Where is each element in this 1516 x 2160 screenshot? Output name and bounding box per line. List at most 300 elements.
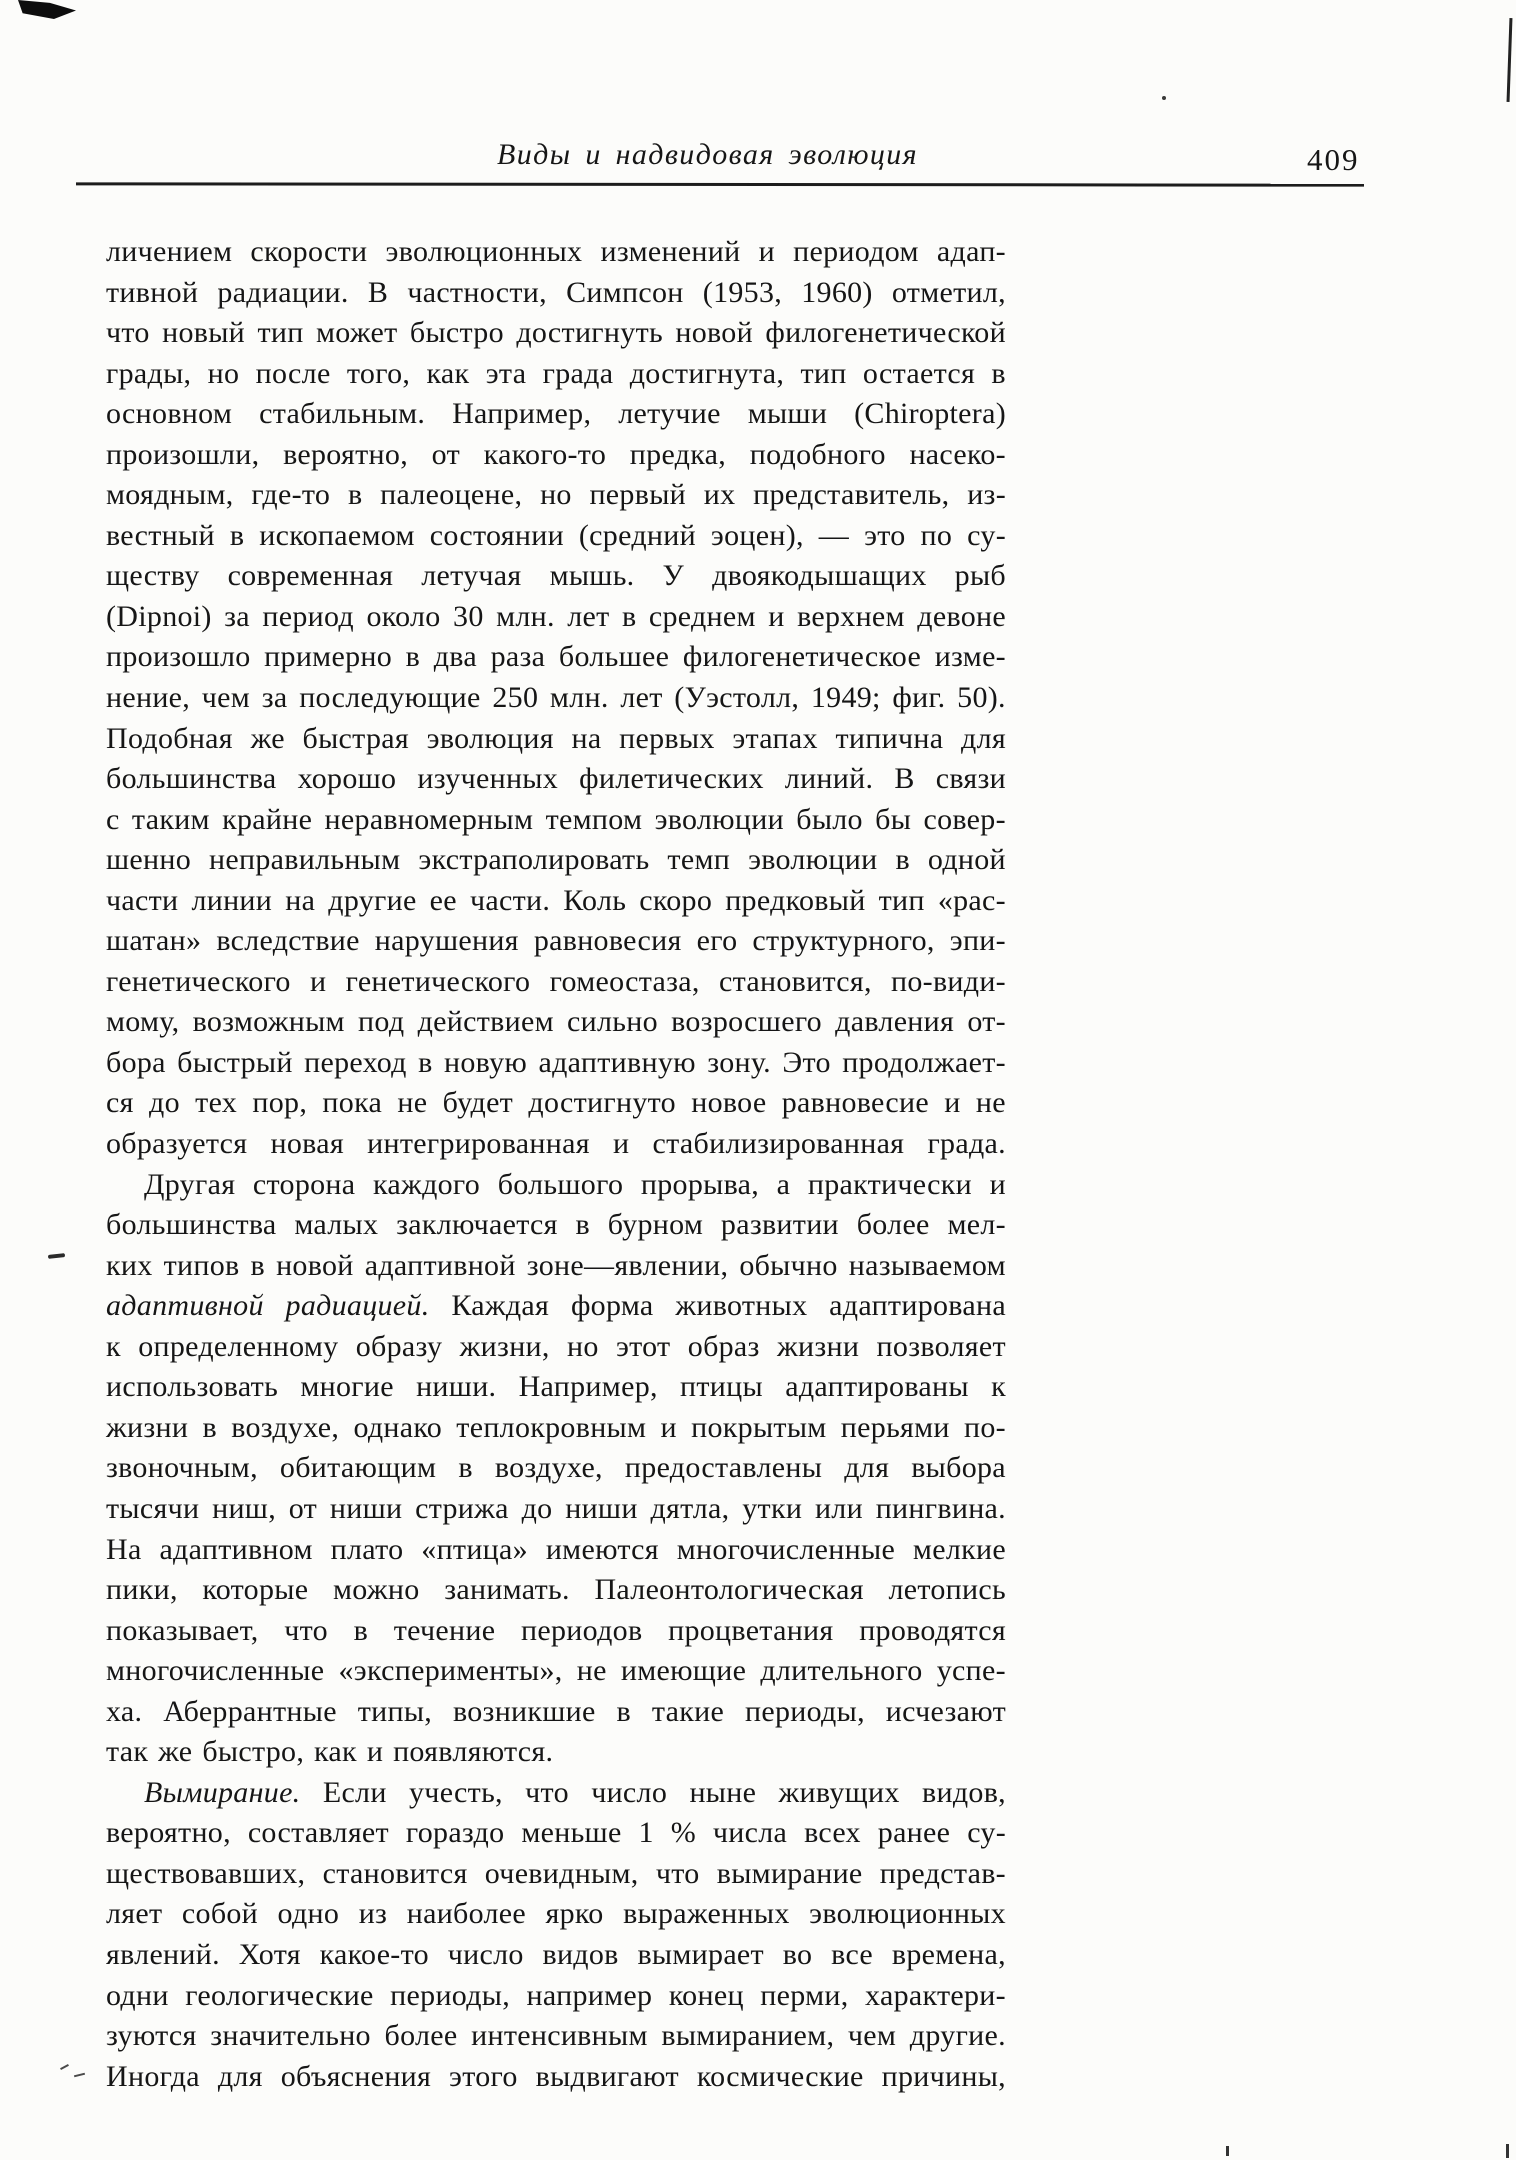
word: такие <box>651 1694 725 1728</box>
word: и <box>660 1410 677 1444</box>
text-line <box>106 597 1006 638</box>
word: типична <box>835 721 944 755</box>
word: этапах <box>732 721 818 755</box>
word: типов <box>163 1248 240 1282</box>
word: периоды, <box>745 1694 865 1728</box>
word: типы, <box>357 1694 433 1728</box>
word: На <box>106 1532 142 1566</box>
word: ранее <box>877 1816 951 1850</box>
word: к <box>106 1329 121 1363</box>
word: состоянии <box>429 518 564 552</box>
word: явлений. <box>106 1937 220 1971</box>
word: града <box>542 356 614 390</box>
word: в <box>575 1208 590 1242</box>
text-line <box>106 637 1006 678</box>
word: летучая <box>421 559 522 593</box>
word: более <box>856 1208 930 1242</box>
word: радиации. <box>217 275 349 309</box>
margin-pencil-tick-artifact <box>60 2064 69 2070</box>
word: адаптивной <box>364 1248 516 1282</box>
word: радиацией. <box>285 1289 430 1323</box>
word: как <box>426 356 470 390</box>
word: и <box>944 1086 961 1120</box>
text-line <box>106 759 1006 800</box>
word: из- <box>967 478 1006 512</box>
word: бора <box>106 1045 166 1079</box>
word: одно <box>277 1897 340 1931</box>
word: Это <box>782 1045 831 1079</box>
word: все <box>831 1937 874 1971</box>
word: сторона <box>252 1167 356 1201</box>
word: одни <box>106 1978 169 2012</box>
page-edge-line-artifact <box>1507 18 1513 102</box>
text-line <box>106 678 1006 719</box>
word: крайне <box>222 802 313 836</box>
text-line <box>106 394 1006 435</box>
word: образу <box>355 1329 443 1363</box>
text-line <box>106 1651 1006 1692</box>
word: действием <box>417 1005 554 1039</box>
word: подобного <box>749 437 886 471</box>
word: двоякодышащих <box>712 559 927 593</box>
word: эволюции <box>654 802 784 836</box>
word: за <box>261 681 288 715</box>
text-line <box>106 1448 1006 1489</box>
word: течение <box>393 1613 496 1647</box>
word: 250 <box>492 681 539 715</box>
word: что <box>525 1775 569 1809</box>
text-line <box>106 273 1006 314</box>
word: сильно <box>567 1005 658 1039</box>
word: форма <box>570 1289 654 1323</box>
word: позволяет <box>876 1329 1006 1363</box>
word: скоро <box>639 883 713 917</box>
text-line <box>106 435 1006 476</box>
word: эволюции <box>748 843 878 877</box>
word: воздухе, <box>231 1410 340 1444</box>
word: животных <box>675 1289 808 1323</box>
word: эоцен), <box>710 518 804 552</box>
word: другие. <box>909 2019 1006 2053</box>
word: учесть, <box>409 1775 503 1809</box>
word: среднем <box>648 599 756 633</box>
word: части. <box>469 883 551 917</box>
word: части <box>106 883 179 917</box>
word: мел- <box>947 1208 1006 1242</box>
word: в <box>458 1451 473 1485</box>
word: адаптированы <box>785 1370 969 1404</box>
word: и <box>612 1127 630 1161</box>
word: исчезают <box>885 1694 1006 1728</box>
word: мелкие <box>912 1532 1006 1566</box>
word: и <box>310 964 327 998</box>
bottom-edge-tick-artifact <box>1226 2146 1229 2156</box>
word: 30 <box>453 599 484 633</box>
word: образуется <box>106 1127 248 1161</box>
word: и <box>768 599 785 633</box>
word: млн. <box>496 599 555 633</box>
word: В <box>894 762 915 796</box>
word: видов, <box>922 1775 1006 1809</box>
word: очевидным, <box>484 1856 639 1890</box>
word: например <box>526 1978 653 2012</box>
word: ископаемом <box>259 518 415 552</box>
text-line <box>106 1570 1006 1611</box>
word: имеющие <box>620 1654 747 1688</box>
word: изученных <box>417 762 559 796</box>
word: большинства <box>106 1208 277 1242</box>
word: предковый <box>725 883 866 917</box>
word: (Chiroptera) <box>854 397 1006 431</box>
word: ществовавших, <box>106 1856 306 1890</box>
word: как <box>314 1735 357 1769</box>
word: ществу <box>106 559 200 593</box>
word: же <box>250 721 285 755</box>
word: обитающим <box>279 1451 437 1485</box>
text-line <box>106 1976 1006 2017</box>
word: лет <box>620 681 663 715</box>
word: мому, <box>106 1005 180 1039</box>
word: перьями <box>840 1410 950 1444</box>
word: многочисленные <box>676 1532 896 1566</box>
word: периодом <box>793 235 919 268</box>
word: Подобная <box>106 721 233 755</box>
word: птицы <box>680 1370 763 1404</box>
word: примерно <box>264 640 393 674</box>
text-line <box>106 1327 1006 1368</box>
word: вымирание <box>716 1856 863 1890</box>
word: (Dipnoi) <box>106 599 212 633</box>
word: тип <box>800 356 847 390</box>
word: Вымирание. <box>144 1775 301 1809</box>
word: выдвигают <box>535 2059 679 2093</box>
word: линии <box>191 883 273 917</box>
text-line <box>106 1002 1006 1043</box>
text-line <box>106 1408 1006 1449</box>
word: млн. <box>549 681 609 715</box>
text-line <box>106 1124 1006 1165</box>
word: использовать <box>106 1370 279 1404</box>
word: таким <box>131 802 210 836</box>
word: личением <box>106 235 233 268</box>
word: предка, <box>629 437 727 471</box>
word: число <box>591 1775 668 1809</box>
word: для <box>844 1451 890 1485</box>
word: два <box>433 640 477 674</box>
word: линий. <box>784 762 874 796</box>
text-line <box>106 1611 1006 1652</box>
word: пингвина. <box>875 1491 1006 1525</box>
word: возникшие <box>452 1694 596 1728</box>
word: называемом <box>848 1248 1006 1282</box>
margin-pencil-tick-artifact <box>74 2073 85 2078</box>
word: стрижа <box>415 1491 509 1525</box>
word: характери- <box>865 1978 1006 2012</box>
text-line <box>106 1489 1006 1530</box>
word: собой <box>181 1897 259 1931</box>
text-line <box>106 2016 1006 2057</box>
word: от <box>431 437 460 471</box>
text-line <box>106 313 1006 354</box>
word: каждого <box>373 1167 481 1201</box>
word: «рас- <box>937 883 1006 917</box>
word: Коль <box>563 883 627 917</box>
word: остается <box>862 356 976 390</box>
word: (средний <box>578 518 696 552</box>
word: гомеостаза, <box>549 964 700 998</box>
word: становится <box>322 1856 468 1890</box>
word: фиг. <box>892 681 946 715</box>
word: переход <box>304 1045 407 1079</box>
word: представитель, <box>753 478 950 512</box>
word: выраженных <box>623 1897 790 1931</box>
word: возросшего <box>671 1005 822 1039</box>
word: ныне <box>689 1775 757 1809</box>
word: видов <box>542 1937 619 1971</box>
word: чем <box>201 681 251 715</box>
text-line <box>106 1773 1006 1814</box>
word: продолжает- <box>842 1045 1006 1079</box>
word: геологические <box>185 1978 374 2012</box>
word: времена, <box>891 1937 1006 1971</box>
word: воздухе, <box>494 1451 603 1485</box>
word: для <box>217 2059 263 2093</box>
word: достигнута, <box>629 356 785 390</box>
word: ляет <box>106 1897 163 1931</box>
word: не <box>576 1654 607 1688</box>
text-line <box>106 1692 1006 1733</box>
word: частности, <box>407 275 547 309</box>
word: неправильным <box>209 843 401 877</box>
word: равновесия <box>533 924 682 958</box>
word: периодов <box>521 1613 643 1647</box>
word: ниши <box>329 1491 403 1525</box>
word: грады, <box>106 356 192 390</box>
text-line <box>106 1732 1006 1773</box>
word: наиболее <box>406 1897 527 1931</box>
word: «птица» <box>421 1532 528 1566</box>
text-line <box>106 921 1006 962</box>
text-line <box>106 556 1006 597</box>
word: девоне <box>917 599 1006 633</box>
text-line <box>106 1205 1006 1246</box>
word: скорости <box>250 235 368 268</box>
word: дятла, <box>650 1491 730 1525</box>
word: но <box>567 1329 599 1363</box>
word: образ <box>687 1329 760 1363</box>
word: процветания <box>668 1613 834 1647</box>
text-line <box>106 1894 1006 1935</box>
word: число <box>447 1937 524 1971</box>
word: какое-то <box>319 1937 429 1971</box>
word: но <box>540 478 572 512</box>
word: вымиранием, <box>661 2019 835 2053</box>
word: будет <box>442 1086 514 1120</box>
text-line <box>106 840 1006 881</box>
word: тип <box>257 316 304 350</box>
word: в <box>616 1694 631 1728</box>
text-line <box>106 232 1006 273</box>
word: су- <box>967 1816 1006 1850</box>
word: зоне—явлении, <box>526 1248 729 1282</box>
word: объяснения <box>280 2059 432 2093</box>
word: быстрый <box>177 1045 293 1079</box>
word: моядным, <box>106 478 234 512</box>
word: мышь. <box>549 559 635 593</box>
word: давления <box>835 1005 955 1039</box>
word: бы <box>875 802 912 836</box>
running-header-title: Виды и надвидовая эволюция <box>497 138 919 171</box>
word: на <box>571 721 602 755</box>
word: многие <box>300 1370 394 1404</box>
word: утки <box>742 1491 803 1525</box>
word: одной <box>927 843 1006 877</box>
word: в <box>895 843 910 877</box>
word: рыб <box>954 559 1006 593</box>
word: тысячи <box>106 1491 200 1525</box>
word: нарушения <box>374 924 519 958</box>
word: достигнуто <box>528 1086 676 1120</box>
word: насеко- <box>909 437 1006 471</box>
word: вымирает <box>637 1937 764 1971</box>
word: покрытым <box>691 1410 827 1444</box>
text-line <box>106 1935 1006 1976</box>
word: ких <box>106 1248 153 1282</box>
word: нение, <box>106 681 191 715</box>
page-number: 409 <box>1307 142 1360 177</box>
word: филогенетическое <box>682 640 922 674</box>
word: становится, <box>718 964 872 998</box>
word: в <box>621 599 637 633</box>
word: су- <box>967 518 1006 552</box>
bottom-edge-tick-artifact <box>1506 2144 1509 2158</box>
word: новой <box>276 1248 354 1282</box>
word: эпи- <box>949 924 1006 958</box>
word: ниши. <box>416 1370 497 1404</box>
word: что <box>655 1856 700 1890</box>
word: интегрированная <box>367 1127 590 1161</box>
word: обычно <box>739 1248 838 1282</box>
word: прорыва, <box>640 1167 760 1201</box>
word: однако <box>353 1410 443 1444</box>
word: последующие <box>299 681 481 715</box>
word: что <box>284 1613 328 1647</box>
word: палеоцене, <box>380 478 523 512</box>
word: большее <box>558 640 670 674</box>
word: достигнуть <box>516 316 663 350</box>
word: с <box>106 802 120 836</box>
word: занимать. <box>444 1573 570 1607</box>
word: эволюционных <box>385 235 583 268</box>
word: совер- <box>923 802 1006 836</box>
word: и <box>758 235 775 268</box>
word: что <box>106 316 150 350</box>
word: не <box>397 1086 428 1120</box>
word: имеются <box>545 1532 659 1566</box>
word: равновесие <box>781 1086 929 1120</box>
word: быстро <box>409 316 504 350</box>
word: интенсивным <box>471 2019 648 2053</box>
word: структурного, <box>752 924 935 958</box>
word: хорошо <box>297 762 397 796</box>
word: в <box>353 1613 369 1647</box>
word: заключается <box>396 1208 558 1242</box>
word: Например, <box>518 1370 658 1404</box>
word: в <box>202 1410 217 1444</box>
word: быстрая <box>302 721 409 755</box>
word: темп <box>667 843 731 877</box>
corner-ink-blob-artifact <box>18 0 76 19</box>
word: 50). <box>957 681 1006 715</box>
header-rule-line <box>76 182 1364 186</box>
word: адаптивной <box>106 1289 264 1323</box>
word: раза <box>490 640 546 674</box>
word: на <box>285 883 316 917</box>
word: вероятно, <box>106 1816 231 1850</box>
word: новая <box>270 1127 344 1161</box>
word: проводятся <box>859 1613 1006 1647</box>
word: меньше <box>521 1816 622 1850</box>
word: града. <box>927 1127 1006 1161</box>
word: летопись <box>888 1573 1006 1607</box>
word: адаптивную <box>538 1045 696 1079</box>
text-line <box>106 1043 1006 1084</box>
word: первый <box>589 478 686 512</box>
word: неравномерным <box>324 802 534 836</box>
word: значительно <box>210 2019 371 2053</box>
word: экстраполировать <box>418 843 650 877</box>
word: У <box>662 559 685 593</box>
word: причины, <box>881 2059 1006 2093</box>
word: Симпсон <box>566 275 684 309</box>
word: может <box>315 316 398 350</box>
word: появляются. <box>393 1735 554 1769</box>
word: возможным <box>192 1005 345 1039</box>
word: пока <box>322 1086 383 1120</box>
word: было <box>796 802 863 836</box>
word: по- <box>964 1410 1006 1444</box>
word: другие <box>328 883 417 917</box>
word: их <box>703 478 736 512</box>
word: тивной <box>106 275 199 309</box>
text-line <box>106 1854 1006 1895</box>
word: верхнем <box>797 599 905 633</box>
word: современная <box>227 559 394 593</box>
word: в <box>250 1248 266 1282</box>
word: до <box>521 1491 553 1525</box>
text-line <box>106 881 1006 922</box>
word: новой <box>675 316 753 350</box>
word: перми, <box>760 1978 849 2012</box>
word: и <box>366 1735 384 1769</box>
word: основном <box>106 397 233 431</box>
word: до <box>149 1086 180 1120</box>
word: этот <box>615 1329 671 1363</box>
word: новый <box>162 316 246 350</box>
text-line <box>106 719 1006 760</box>
word: тип <box>878 883 925 917</box>
word: к <box>991 1370 1006 1404</box>
word: адаптирована <box>829 1289 1006 1323</box>
word: первых <box>619 721 715 755</box>
word: ниш, <box>212 1491 277 1525</box>
word: а <box>776 1167 791 1201</box>
word: в <box>405 640 421 674</box>
word: развитии <box>720 1208 839 1242</box>
word: какого-то <box>483 437 607 471</box>
word: не <box>975 1086 1006 1120</box>
word: изменений <box>600 235 741 268</box>
